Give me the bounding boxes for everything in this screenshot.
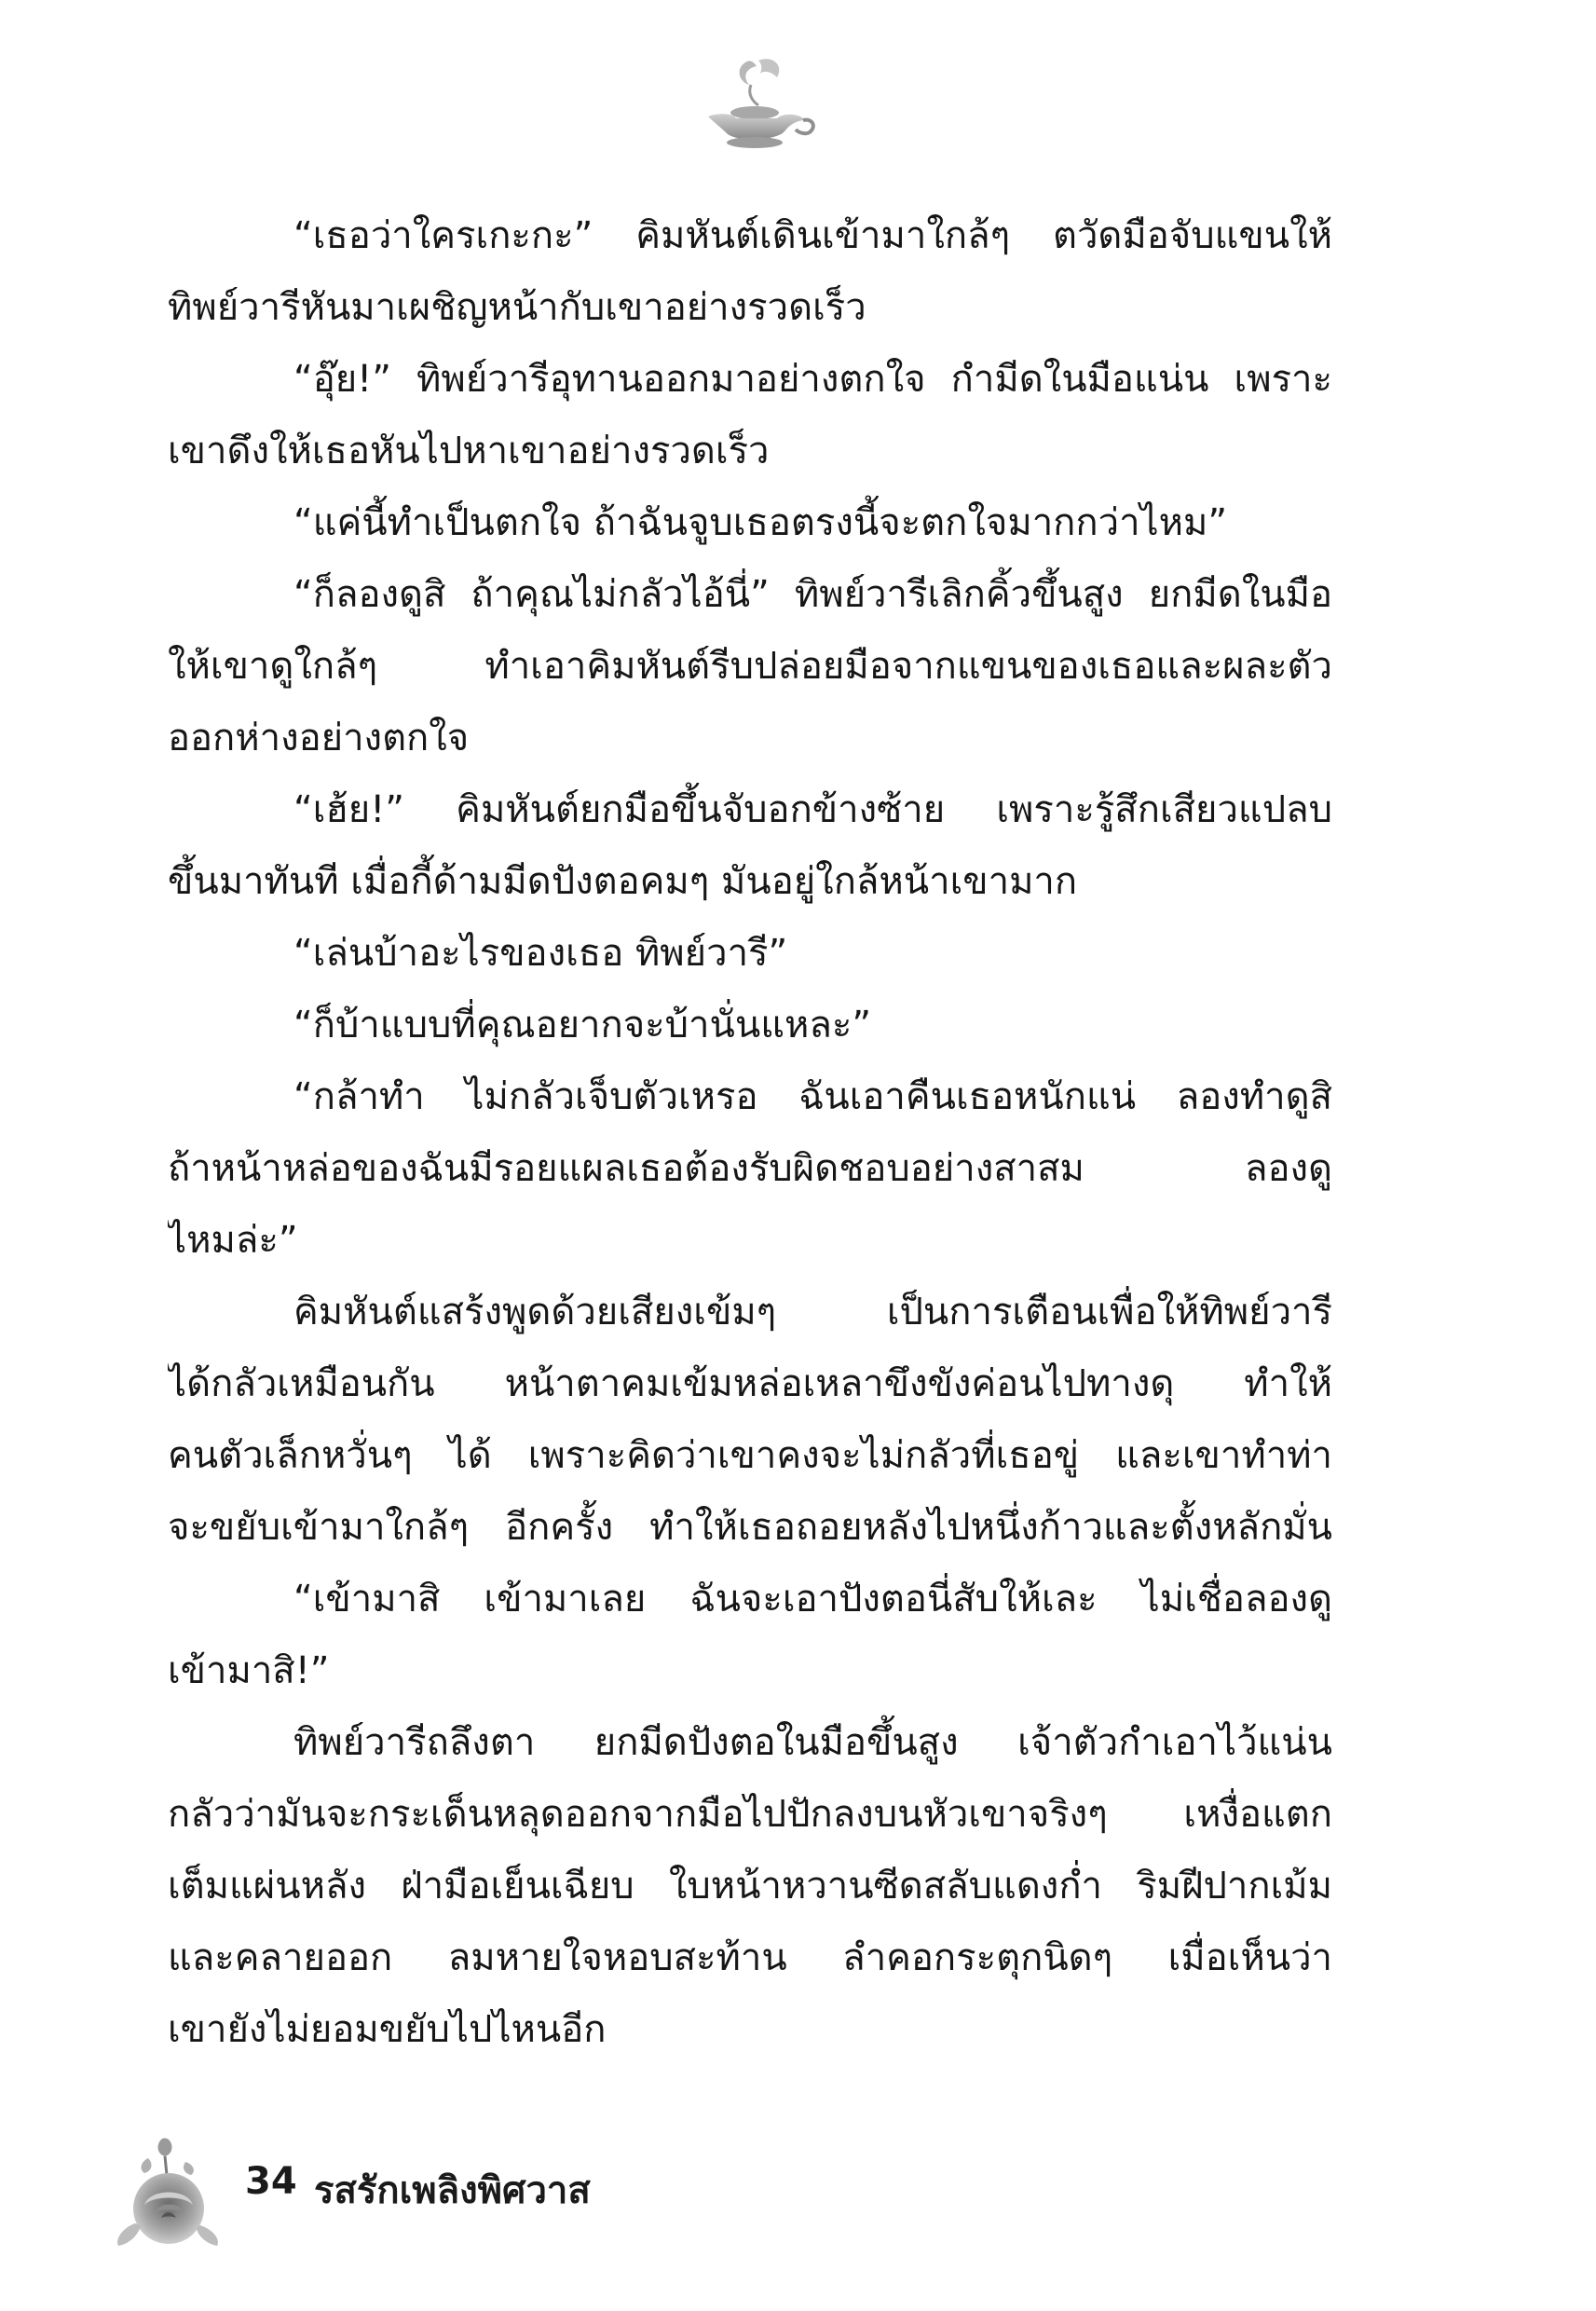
rose-ornament-icon [107, 2134, 228, 2250]
text-line: “เข้ามาสิ เข้ามาเลย ฉันจะเอาปังตอนี่สับให้เละ ไม่เชื่อลองดู [293, 1578, 1332, 1620]
text-line: ทิพย์วารีถลึงตา ยกมีดปังตอในมือขึ้นสูง เจ้าตัวกำเอาไว้แน่น [293, 1721, 1332, 1764]
text-line: ออกห่างอย่างตกใจ [168, 717, 470, 759]
text-line: ถ้าหน้าหล่อของฉันมีรอยแผลเธอต้องรับผิดชอบอย่างสาสม ลองดู [168, 1147, 1332, 1190]
text-line: คิมหันต์แสร้งพูดด้วยเสียงเข้มๆ เป็นการเตือนเพื่อให้ทิพย์วารี [293, 1291, 1332, 1333]
text-line: เขาดึงให้เธอหันไปหาเขาอย่างรวดเร็ว [168, 430, 770, 472]
text-line: และคลายออก ลมหายใจหอบสะท้าน ลำคอกระตุกนิดๆ เมื่อเห็นว่า [168, 1936, 1332, 1979]
text-line: จะขยับเข้ามาใกล้ๆ อีกครั้ง ทำให้เธอถอยหลังไปหนึ่งก้าวและตั้งหลักมั่น [168, 1506, 1332, 1549]
book-title: รสรักเพลิงพิศวาส [314, 2169, 591, 2212]
text-line: “ก็บ้าแบบที่คุณอยากจะบ้านั่นแหละ” [293, 1004, 872, 1046]
text-line: เขายังไม่ยอมขยับไปไหนอีก [168, 2008, 607, 2051]
text-line: “เล่นบ้าอะไรของเธอ ทิพย์วารี” [293, 932, 788, 975]
page-number: 34 [245, 2160, 297, 2203]
text-line: “อุ๊ย!” ทิพย์วารีอุทานออกมาอย่างตกใจ กำมีดในมือแน่น เพราะ [293, 358, 1332, 401]
text-line: “แค่นี้ทำเป็นตกใจ ถ้าฉันจูบเธอตรงนี้จะตกใจมากกว่าไหม” [293, 501, 1228, 544]
text-line: “เธอว่าใครเกะกะ” คิมหันต์เดินเข้ามาใกล้ๆ ตวัดมือจับแขนให้ [293, 214, 1332, 257]
text-line: ทิพย์วารีหันมาเผชิญหน้ากับเขาอย่างรวดเร็ว [168, 286, 866, 329]
text-line: “กล้าทำ ไม่กลัวเจ็บตัวเหรอ ฉันเอาคืนเธอหนักแน่ ลองทำดูสิ [293, 1075, 1332, 1118]
text-line: กลัวว่ามันจะกระเด็นหลุดออกจากมือไปปักลงบนหัวเขาจริงๆ เหงื่อแตก [168, 1793, 1332, 1836]
text-line: เต็มแผ่นหลัง ฝ่ามือเย็นเฉียบ ใบหน้าหวานซีดสลับแดงก่ำ ริมฝีปากเม้ม [168, 1865, 1332, 1908]
text-line: ได้กลัวเหมือนกัน หน้าตาคมเข้มหล่อเหลาขึงขังค่อนไปทางดุ ทำให้ [168, 1362, 1332, 1405]
genie-lamp-ornament-icon [680, 51, 829, 154]
text-line: ให้เขาดูใกล้ๆ ทำเอาคิมหันต์รีบปล่อยมือจากแขนของเธอและผละตัว [168, 645, 1332, 688]
text-line: “เฮ้ย!” คิมหันต์ยกมือขึ้นจับอกข้างซ้าย เพราะรู้สึกเสียวแปลบ [293, 788, 1332, 831]
chapter-text [168, 200, 1332, 2066]
page-footer [107, 2134, 759, 2255]
text-line: คนตัวเล็กหวั่นๆ ได้ เพราะคิดว่าเขาคงจะไม่กลัวที่เธอขู่ และเขาทำท่า [168, 1434, 1332, 1477]
text-line: เข้ามาสิ!” [168, 1649, 330, 1692]
text-line: ขึ้นมาทันที เมื่อกี้ด้ามมีดปังตอคมๆ มันอยู่ใกล้หน้าเขามาก [168, 860, 1078, 903]
text-line: ไหมล่ะ” [168, 1219, 298, 1262]
text-line: “ก็ลองดูสิ ถ้าคุณไม่กลัวไอ้นี่” ทิพย์วารีเลิกคิ้วขึ้นสูง ยกมีดในมือ [293, 573, 1332, 616]
